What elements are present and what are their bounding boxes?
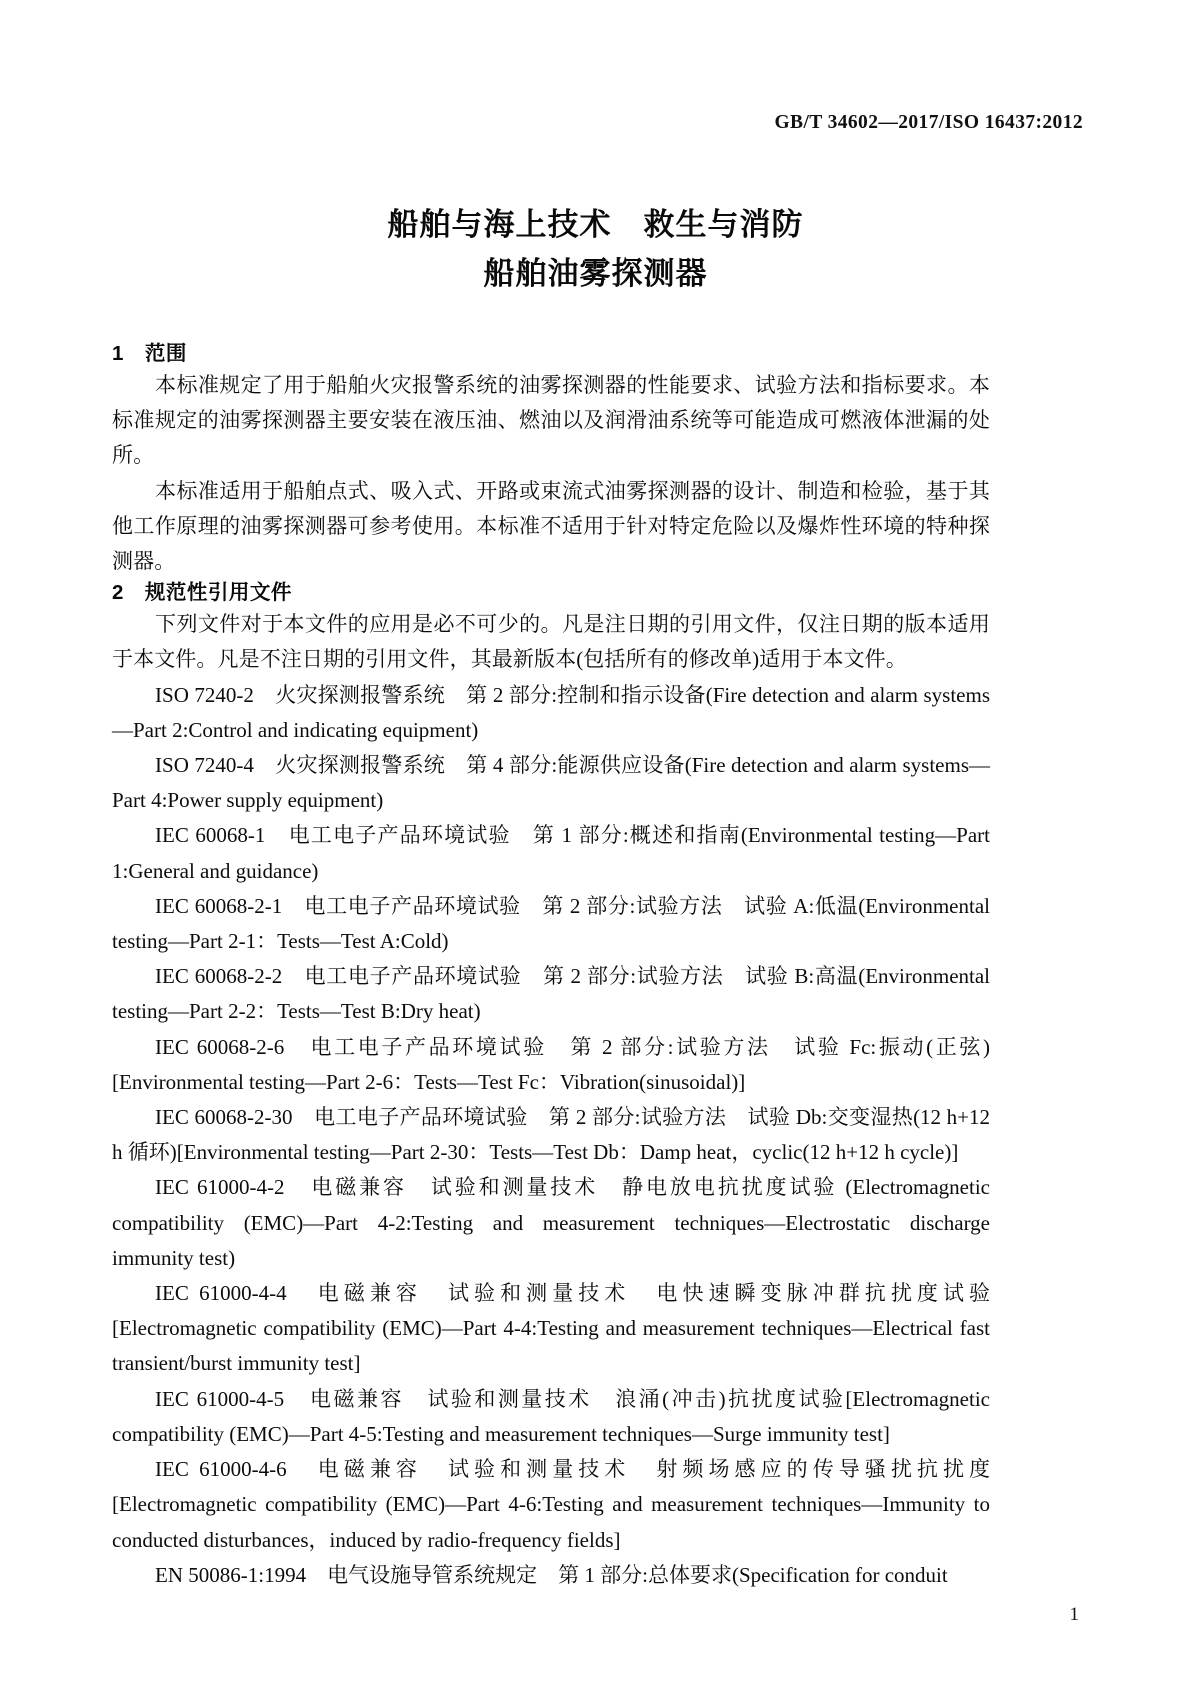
running-header-standard-id: GB/T 34602—2017/ISO 16437:2012 bbox=[774, 112, 1083, 133]
reference-item: IEC 60068-2-6 电工电子产品环境试验 第 2 部分:试验方法 试验 Fc:振动(正弦)[Environmental testing—Part 2-6：Tests—Test Fc：Vibration(sinusoidal)] bbox=[112, 1034, 990, 1094]
section-heading-scope: 1 范围 bbox=[112, 342, 187, 365]
section-1-paragraph-1: 本标准规定了用于船舶火灾报警系统的油雾探测器的性能要求、试验方法和指标要求。本标准规定的油雾探测器主要安装在液压油、燃油以及润滑油系统等可能造成可燃液体泄漏的处所。 bbox=[112, 373, 990, 468]
reference-item: IEC 61000-4-5 电磁兼容 试验和测量技术 浪涌(冲击)抗扰度试验[Electromagnetic compatibility (EMC)—Part 4-5:Testing and measurement techniques—Surge immunity test] bbox=[112, 1386, 990, 1446]
section-heading-normative-references: 2 规范性引用文件 bbox=[112, 581, 292, 605]
section-2-paragraph-1: 下列文件对于本文件的应用是必不可少的。凡是注日期的引用文件，仅注日期的版本适用于本文件。凡是不注日期的引用文件，其最新版本(包括所有的修改单)适用于本文件。 bbox=[112, 612, 990, 672]
reference-item: IEC 61000-4-4 电磁兼容 试验和测量技术 电快速瞬变脉冲群抗扰度试验[Electromagnetic compatibility (EMC)—Part 4-4:Testing and measurement techniques—Electrical fast transient/burst immunity test] bbox=[112, 1281, 990, 1376]
reference-item: IEC 60068-2-30 电工电子产品环境试验 第 2 部分:试验方法 试验 Db:交变湿热(12 h+12 h 循环)[Environmental testing—Part 2-30：Tests—Test Db：Damp heat，cyclic(12 h+12 h cycle)] bbox=[112, 1105, 990, 1165]
page-number: 1 bbox=[1069, 1604, 1079, 1625]
reference-item: EN 50086-1:1994 电气设施导管系统规定 第 1 部分:总体要求(Specification for conduit bbox=[155, 1562, 948, 1587]
section-1-paragraph-2: 本标准适用于船舶点式、吸入式、开路或束流式油雾探测器的设计、制造和检验，基于其他工作原理的油雾探测器可参考使用。本标准不适用于针对特定危险以及爆炸性环境的特种探测器。 bbox=[112, 478, 990, 574]
reference-item: ISO 7240-4 火灾探测报警系统 第 4 部分:能源供应设备(Fire detection and alarm systems—Part 4:Power supply equipment) bbox=[112, 753, 990, 813]
reference-item: IEC 61000-4-6 电磁兼容 试验和测量技术 射频场感应的传导骚扰抗扰度[Electromagnetic compatibility (EMC)—Part 4-6:Testing and measurement techniques—Immunity to conducted disturbances，induced by radio-frequency fields] bbox=[112, 1457, 990, 1552]
reference-item: IEC 60068-2-1 电工电子产品环境试验 第 2 部分:试验方法 试验 A:低温(Environmental testing—Part 2-1：Tests—Test A:Cold) bbox=[112, 893, 990, 954]
title-line-2: 船舶油雾探测器 bbox=[483, 256, 708, 291]
title-line-1: 船舶与海上技术 救生与消防 bbox=[387, 207, 804, 242]
page-title bbox=[110, 200, 1081, 298]
reference-item: IEC 60068-2-2 电工电子产品环境试验 第 2 部分:试验方法 试验 B:高温(Environmental testing—Part 2-2：Tests—Test B:Dry heat) bbox=[112, 964, 990, 1024]
reference-item: ISO 7240-2 火灾探测报警系统 第 2 部分:控制和指示设备(Fire detection and alarm systems—Part 2:Control and indicating equipment) bbox=[112, 682, 990, 742]
document-body bbox=[112, 340, 990, 1593]
reference-item: IEC 61000-4-2 电磁兼容 试验和测量技术 静电放电抗扰度试验 (Electromagnetic compatibility (EMC)—Part 4-2:Testing and measurement techniques—Electrostatic discharge immunity test) bbox=[112, 1175, 990, 1270]
reference-item: IEC 60068-1 电工电子产品环境试验 第 1 部分:概述和指南(Environmental testing—Part 1:General and guidance) bbox=[112, 823, 990, 883]
